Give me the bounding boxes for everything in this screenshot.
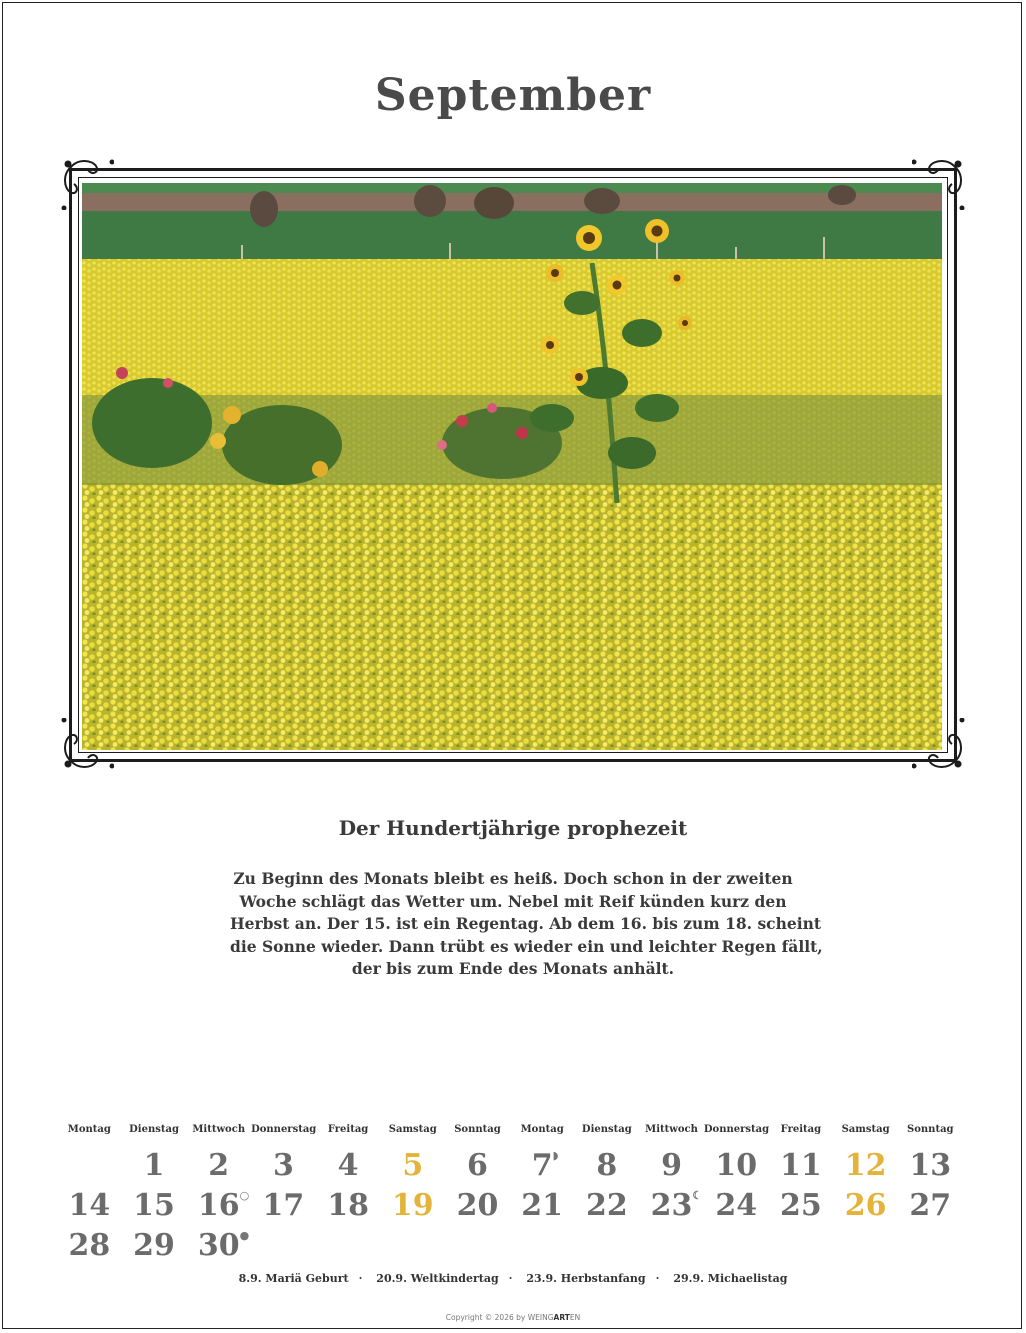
moon-phase-icon: ● [239,1229,250,1242]
calendar-day [186,1226,251,1266]
calendar-day [704,1186,769,1226]
day-number: 8 [596,1148,618,1183]
moon-phase-icon: ☾ [692,1189,703,1202]
weekday-label: Montag [67,1124,111,1135]
moon-phase-icon: ◗ [552,1149,559,1162]
weekday-label: Donnerstag [703,1124,770,1135]
weekday-label: Sonntag [907,1124,954,1135]
brand-logo-part: ART [553,1313,570,1322]
day-number: 26 [844,1188,887,1223]
weekday-label: Montag [520,1124,564,1135]
weekday-label: Samstag [841,1124,890,1135]
calendar-day [186,1186,251,1226]
day-number: 7 [531,1148,553,1183]
day-number: 27 [909,1188,952,1223]
calendar-day [186,1146,251,1186]
calendar-day [639,1186,704,1226]
day-number: 24 [715,1188,758,1223]
prophecy-line: der bis zum Ende des Monats anhält. [351,959,675,978]
prophecy-line: Woche schlägt das Wetter um. Nebel mit Reif künden kurz den [239,891,787,911]
copyright-notice [0,1313,1026,1322]
calendar-day [510,1186,575,1226]
calendar-day [380,1146,445,1186]
day-number: 25 [780,1188,822,1223]
calendar-day [380,1186,445,1226]
prophecy-line: Zu Beginn des Monats bleibt es heiß. Doch schon in der zweiten [233,869,793,888]
weekday-label: Donnerstag [251,1124,317,1135]
day-number: 30 [197,1228,240,1263]
brand-logo-part: EN [569,1313,581,1322]
landscape-photo [82,183,942,750]
weekday-label: Sonntag [454,1124,501,1135]
day-number: 21 [521,1188,564,1223]
calendar-day [316,1146,381,1186]
calendar-day [833,1146,898,1186]
separator-dot: · [655,1272,660,1285]
calendar-day [898,1186,963,1226]
day-number: 12 [844,1148,887,1183]
weekday-label: Samstag [388,1124,437,1135]
calendar-day [122,1226,187,1266]
day-number: 10 [715,1148,758,1183]
copyright-text: Copyright © 2026 by [445,1313,528,1322]
calendar-day [769,1146,834,1186]
calendar-day [122,1146,187,1186]
prophecy-text [230,868,823,981]
calendar-day [251,1146,316,1186]
weekday-label: Freitag [327,1124,369,1135]
weekday-header [57,1124,963,1135]
calendar-day [639,1146,704,1186]
calendar-day [769,1186,834,1226]
calendar-grid [57,1146,963,1266]
weekday-label: Mittwoch [192,1124,246,1135]
holiday-item: 20.9. Weltkindertag [376,1272,499,1285]
day-number: 9 [661,1148,682,1183]
day-number: 16 [197,1188,240,1223]
month-title: September [374,70,652,121]
calendar-day [704,1146,769,1186]
day-number: 17 [262,1188,305,1223]
calendar-day [57,1186,122,1226]
weekday-label: Freitag [780,1124,822,1135]
day-number: 22 [585,1188,628,1223]
calendar-day [833,1186,898,1226]
separator-dot: · [508,1272,513,1285]
day-number: 5 [402,1148,424,1183]
calendar-day [316,1186,381,1226]
day-number: 3 [272,1148,294,1183]
weekday-label: Mittwoch [645,1124,698,1135]
separator-dot: · [358,1272,363,1285]
day-number: 1 [143,1148,165,1183]
calendar-day [122,1186,187,1226]
day-number: 2 [208,1148,230,1183]
calendar-day [575,1146,640,1186]
day-number: 13 [909,1148,952,1183]
calendar-empty-cell [57,1146,122,1186]
day-number: 28 [68,1228,111,1263]
moon-phase-icon: ○ [239,1189,250,1202]
day-number: 4 [337,1148,359,1183]
day-number: 19 [391,1188,434,1223]
calendar-day [251,1186,316,1226]
day-number: 11 [780,1148,822,1183]
calendar-day [575,1186,640,1226]
brand-logo-part: WEING [527,1313,554,1322]
holiday-item: 29.9. Michaelistag [673,1272,788,1285]
holiday-item: 8.9. Mariä Geburt [238,1272,349,1285]
calendar-day [445,1146,510,1186]
calendar-day [57,1226,122,1266]
day-number: 20 [456,1188,499,1223]
day-number: 15 [133,1188,175,1223]
prophecy-line: Herbst an. Der 15. ist ein Regentag. Ab dem 16. bis zum 18. scheint [230,914,822,933]
day-number: 18 [327,1188,369,1223]
calendar-day [445,1186,510,1226]
calendar-day [898,1146,963,1186]
weekday-label: Dienstag [581,1124,632,1135]
day-number: 6 [467,1148,488,1183]
day-number: 23 [650,1188,693,1223]
holiday-list [0,1272,1026,1285]
prophecy-line: die Sonne wieder. Dann trübt es wieder ein und leichter Regen fällt, [230,936,823,956]
prophecy-heading: Der Hundertjährige prophezeit [338,816,688,840]
day-number: 29 [133,1228,175,1263]
calendar-day [510,1146,575,1186]
day-number: 14 [68,1188,111,1223]
weekday-label: Dienstag [129,1124,179,1135]
holiday-item: 23.9. Herbstanfang [526,1272,646,1285]
